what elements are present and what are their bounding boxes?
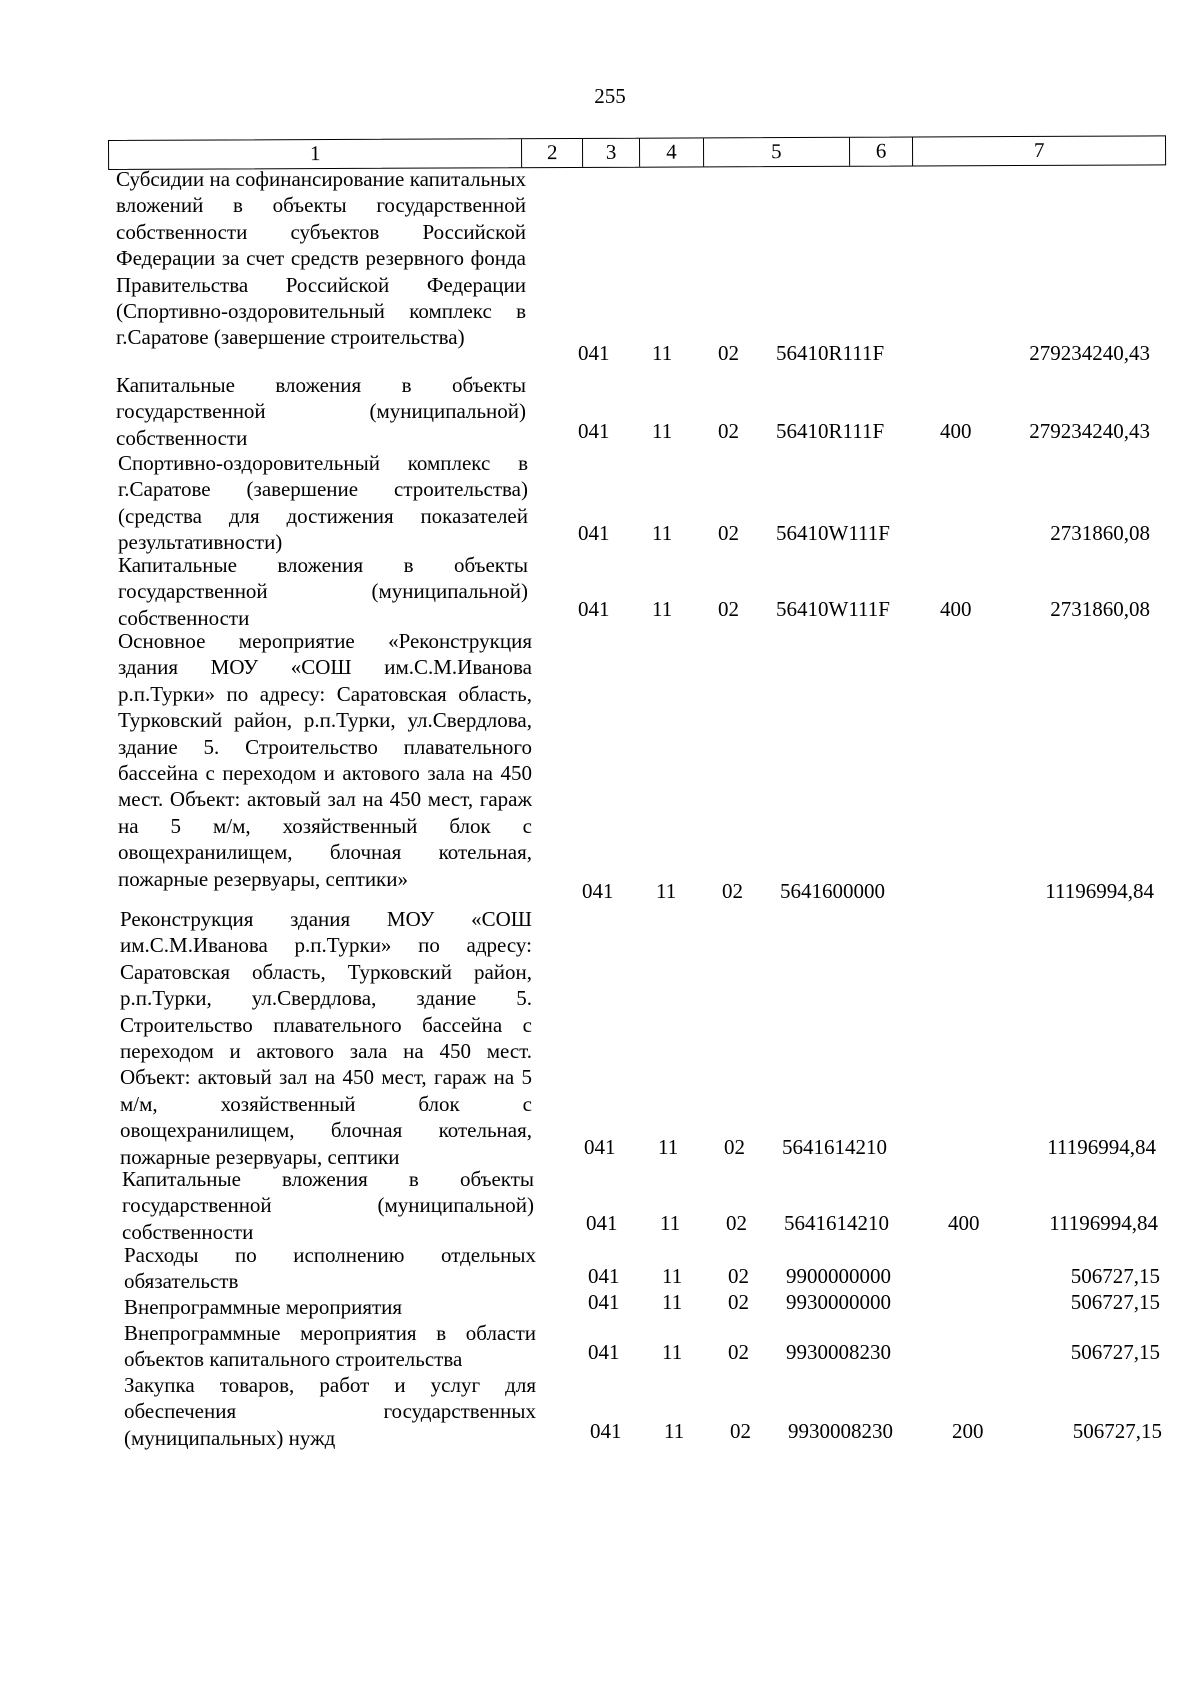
row-cell-c4: 02 — [730, 1419, 751, 1443]
row-cell-c5: 5641614210 — [782, 1135, 887, 1159]
table-header — [108, 135, 1166, 170]
row-cell-c5: 56410W111F — [776, 597, 890, 621]
row-cell-c5: 56410R111F — [776, 341, 885, 365]
row-cell-c5: 56410W111F — [776, 521, 890, 545]
row-cell-c4: 02 — [718, 521, 739, 545]
header-col-4: 4 — [640, 138, 704, 166]
row-cell-c2: 041 — [578, 597, 610, 621]
row-cell-c7: 506727,15 — [1072, 1419, 1162, 1443]
row-cell-c4: 02 — [718, 419, 739, 443]
row-cell-c5: 5641614210 — [784, 1211, 889, 1235]
row-cell-c3: 11 — [652, 521, 673, 545]
row-cell-c3: 11 — [660, 1211, 681, 1235]
row-cell-c3: 11 — [652, 419, 673, 443]
row-cell-c7: 279234240,43 — [1029, 419, 1150, 443]
row-cell-c6: 400 — [940, 419, 972, 443]
row-cell-c2: 041 — [578, 341, 610, 365]
row-description: Внепрограммные мероприятия — [124, 1295, 403, 1319]
row-cell-c7: 506727,15 — [1070, 1290, 1160, 1314]
row-description: Субсидии на софинансирование капитальных вложений в объекты государственной собственности субъектов Российской Федерации за счет средств резервного фонда Правительства Российской Федерации (Спортивно-оздоровительный комплекс в г.Саратове (завершение строительства) — [116, 167, 526, 350]
header-col-6: 6 — [850, 137, 914, 165]
row-cell-c2: 041 — [590, 1419, 622, 1443]
row-cell-c5: 9930008230 — [786, 1340, 891, 1364]
row-description: Капитальные вложения в объекты государственной (муниципальной) собственности — [122, 1167, 534, 1244]
row-cell-c2: 041 — [586, 1211, 618, 1235]
page-number: 255 — [594, 84, 626, 108]
row-cell-c5: 9930000000 — [786, 1290, 891, 1314]
row-cell-c2: 041 — [578, 419, 610, 443]
row-cell-c7: 11196994,84 — [1049, 1211, 1158, 1235]
row-description: Капитальные вложения в объекты государственной (муниципальной) собственности — [118, 553, 528, 630]
row-cell-c6: 200 — [952, 1419, 984, 1443]
row-description: Капитальные вложения в объекты государственной (муниципальной) собственности — [116, 373, 526, 450]
row-cell-c3: 11 — [652, 341, 673, 365]
row-description: Спортивно-оздоровительный комплекс в г.Саратове (завершение строительства) (средства для достижения показателей результативности) — [118, 451, 528, 555]
row-cell-c7: 11196994,84 — [1045, 879, 1154, 903]
row-cell-c3: 11 — [662, 1264, 683, 1288]
row-cell-c4: 02 — [722, 879, 743, 903]
row-cell-c4: 02 — [728, 1264, 749, 1288]
row-cell-c7: 506727,15 — [1070, 1340, 1160, 1364]
row-cell-c2: 041 — [582, 879, 614, 903]
row-cell-c4: 02 — [718, 597, 739, 621]
row-cell-c3: 11 — [658, 1135, 679, 1159]
header-col-7: 7 — [1033, 137, 1045, 162]
row-description: Закупка товаров, работ и услуг для обеспечения государственных (муниципальных) нужд — [124, 1373, 536, 1450]
row-cell-c7: 11196994,84 — [1047, 1135, 1156, 1159]
row-cell-c3: 11 — [652, 597, 673, 621]
row-cell-c3: 11 — [662, 1290, 683, 1314]
row-cell-c4: 02 — [726, 1211, 747, 1235]
row-cell-c4: 02 — [728, 1290, 749, 1314]
row-cell-c3: 11 — [662, 1340, 683, 1364]
header-col-3: 3 — [583, 139, 640, 167]
header-col-1: 1 — [109, 139, 522, 169]
row-cell-c3: 11 — [664, 1419, 685, 1443]
row-cell-c6: 400 — [940, 597, 972, 621]
row-cell-c5: 5641600000 — [780, 879, 885, 903]
row-cell-c2: 041 — [588, 1290, 620, 1314]
row-cell-c5: 56410R111F — [776, 419, 885, 443]
row-cell-c2: 041 — [578, 521, 610, 545]
row-cell-c4: 02 — [718, 341, 739, 365]
row-description: Основное мероприятие «Реконструкция здания МОУ «СОШ им.С.М.Иванова р.п.Турки» по адресу: Саратовская область, Турковский район, р.п.Турки, ул.Свердлова, здание 5. Строительство плавательного бассейна с переходом и актового зала на 450 мест. Объект: актовый зал на 450 мест, гараж на 5 м/м, хозяйственный блок с овощехранилищем, блочная котельная, пожарные резервуары, септики» — [118, 629, 532, 891]
row-cell-c7: 2731860,08 — [1050, 521, 1150, 545]
header-col-2: 2 — [522, 139, 583, 167]
row-description: Расходы по исполнению отдельных обязательств — [124, 1243, 536, 1294]
row-cell-c2: 041 — [588, 1340, 620, 1364]
row-cell-c5: 9900000000 — [786, 1264, 891, 1288]
row-cell-c7: 2731860,08 — [1050, 597, 1150, 621]
row-cell-c2: 041 — [588, 1264, 620, 1288]
row-cell-c6: 400 — [948, 1211, 980, 1235]
header-col-5: 5 — [704, 138, 850, 167]
row-description: Внепрограммные мероприятия в области объектов капитального строительства — [124, 1321, 536, 1372]
row-cell-c4: 02 — [728, 1340, 749, 1364]
row-cell-c4: 02 — [724, 1135, 745, 1159]
row-cell-c2: 041 — [584, 1135, 616, 1159]
row-cell-c7: 506727,15 — [1070, 1264, 1160, 1288]
row-cell-c5: 9930008230 — [788, 1419, 893, 1443]
row-cell-c3: 11 — [656, 879, 677, 903]
row-cell-c7: 279234240,43 — [1029, 341, 1150, 365]
row-description: Реконструкция здания МОУ «СОШ им.С.М.Иванова р.п.Турки» по адресу: Саратовская область, Турковский район, р.п.Турки, ул.Свердлова, здание 5. Строительство плавательного бассейна с переходом и актового зала на 450 мест. Объект: актовый зал на 450 мест, гараж на 5 м/м, хозяйственный блок с овощехранилищем, блочная котельная, пожарные резервуары, септики — [120, 907, 532, 1169]
